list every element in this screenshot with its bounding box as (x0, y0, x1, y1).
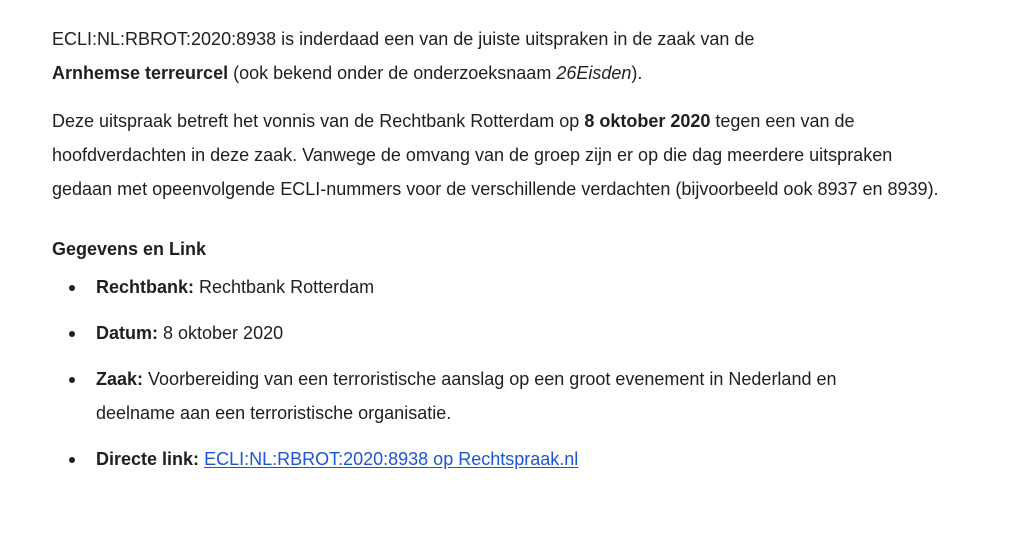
list-item-court (52, 270, 952, 304)
details-text: Deze uitspraak betreft het vonnis van de Rechtbank Rotterdam op (52, 111, 585, 131)
details-text-2: tegen een van de hoofdverdachten in deze zaak. Vanwege de omvang van de groep zijn er op die dag meerdere uitspraken gedaan met opeenvolgende ECLI-nummers voor de verschillende verdachten (bijvoorbeeld ook 8937 en 8939). (52, 111, 939, 199)
item-value: Voorbereiding van een terroristische aanslag op een groot evenement in Nederland en deelname aan een terroristische organisatie. (96, 369, 837, 423)
list-item-date (52, 316, 952, 350)
info-list (52, 270, 952, 476)
item-label: Rechtbank: (96, 277, 195, 297)
bullet-icon (69, 285, 75, 291)
intro-text-2: (ook bekend onder de onderzoeksnaam (228, 63, 557, 83)
verdict-date: 8 oktober 2020 (584, 111, 711, 131)
rechtspraak-link[interactable]: ECLI:NL:RBROT:2020:8938 op Rechtspraak.nl (204, 449, 579, 469)
intro-text-3: ). (631, 63, 643, 83)
case-name: Arnhemse terreurcel (52, 63, 229, 83)
response-content (52, 22, 952, 488)
list-item-case (52, 362, 916, 430)
investigation-name: 26Eisden (556, 63, 632, 83)
item-label: Datum: (96, 323, 158, 343)
item-value: Rechtbank Rotterdam (194, 277, 375, 297)
bullet-icon (69, 331, 75, 337)
intro-text: ECLI:NL:RBROT:2020:8938 is inderdaad een van de juiste uitspraken in de zaak van de (52, 29, 755, 49)
bullet-icon (69, 457, 75, 463)
item-label: Directe link: (96, 449, 200, 469)
section-heading: Gegevens en Link (52, 239, 207, 259)
item-label: Zaak: (96, 369, 144, 389)
paragraph-details (52, 104, 952, 206)
item-value: 8 oktober 2020 (158, 323, 284, 343)
list-item-link (52, 442, 952, 476)
paragraph-intro (52, 22, 952, 90)
bullet-icon (69, 377, 75, 383)
